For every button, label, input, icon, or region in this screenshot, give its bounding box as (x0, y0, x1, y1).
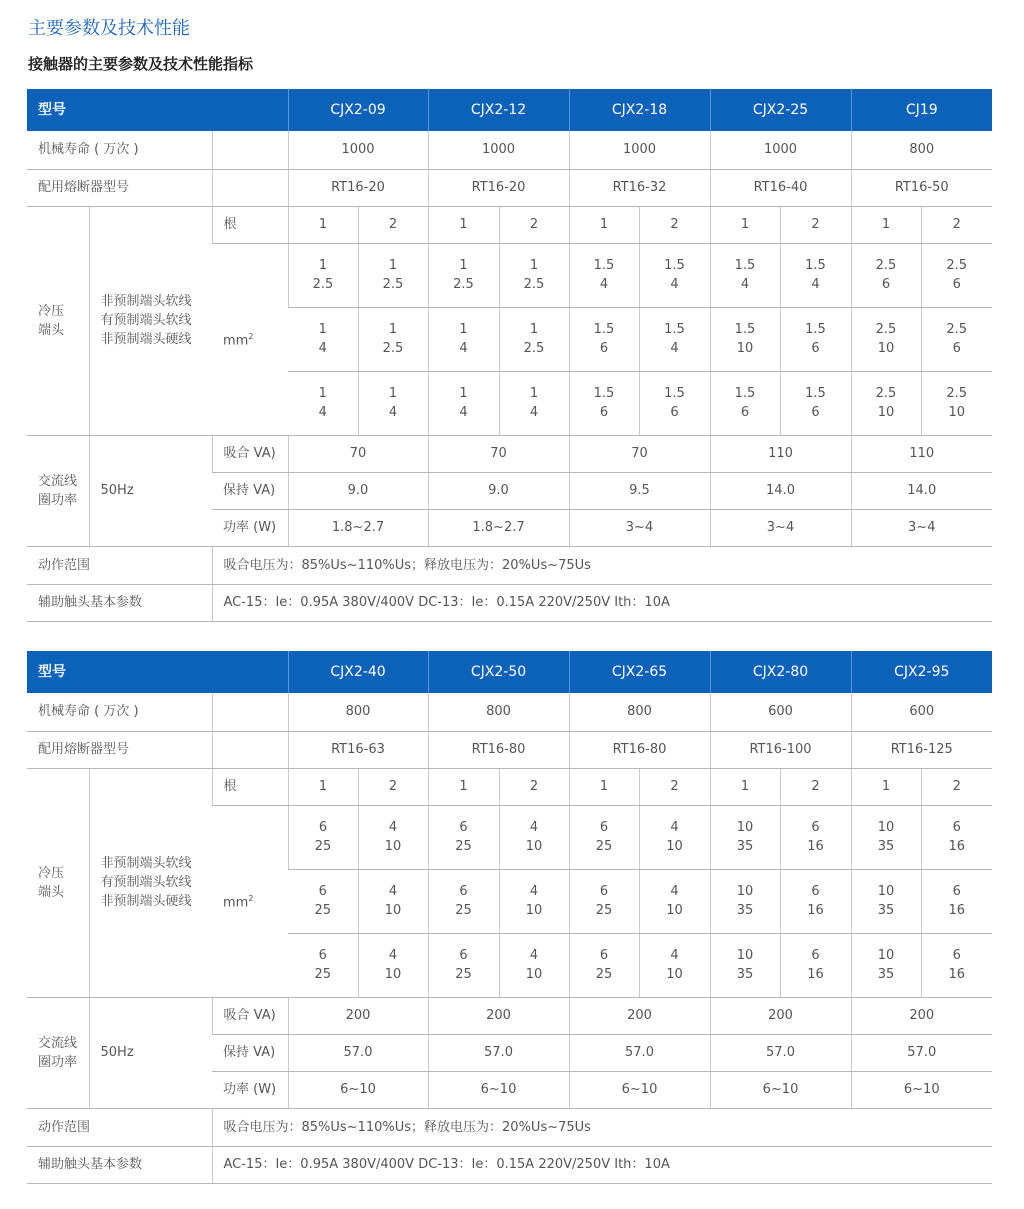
wire-size-value: 1 2.5 (499, 243, 569, 307)
gen-value: 1 (710, 768, 780, 805)
model-name: CJX2-65 (569, 651, 710, 693)
life-value: 800 (288, 693, 428, 731)
wire-size-value: 2.5 10 (851, 307, 921, 371)
power-value: 6~10 (569, 1071, 710, 1108)
hold-value: 57.0 (569, 1034, 710, 1071)
power-value: 6~10 (428, 1071, 569, 1108)
wire-size-value: 1.5 6 (639, 371, 710, 435)
pull-label: 吸合 VA) (212, 997, 288, 1034)
fuse-value: RT16-20 (428, 169, 569, 206)
wire-size-value: 6 25 (288, 933, 358, 997)
pull-value: 200 (710, 997, 851, 1034)
mm2-label (212, 243, 288, 435)
gen-value: 2 (780, 206, 851, 243)
freq-label: 50Hz (89, 997, 212, 1108)
power-value: 6~10 (288, 1071, 428, 1108)
mm2-label (212, 805, 288, 997)
wire-size-value: 1 2.5 (358, 243, 428, 307)
gen-value: 1 (428, 768, 499, 805)
hold-label: 保持 VA) (212, 1034, 288, 1071)
wire-size-value: 1.5 6 (780, 307, 851, 371)
wire-size-value: 1 2.5 (288, 243, 358, 307)
gen-value: 1 (851, 206, 921, 243)
gen-value: 1 (288, 768, 358, 805)
model-header-label: 型号 (27, 651, 288, 693)
subtitle: 接触器的主要参数及技术性能指标 (28, 55, 254, 73)
life-value: 800 (428, 693, 569, 731)
table-row (27, 169, 992, 206)
table-row (27, 693, 992, 731)
fuse-value: RT16-80 (569, 731, 710, 768)
wire-size-value: 6 16 (780, 805, 851, 869)
power-value: 3~4 (569, 509, 710, 546)
power-value: 3~4 (851, 509, 992, 546)
table-row (27, 206, 992, 243)
aux-label: 辅助触头基本参数 (27, 1146, 212, 1183)
gen-value: 2 (358, 768, 428, 805)
wire-size-value: 6 16 (780, 933, 851, 997)
life-label: 机械寿命 ( 万次 ) (27, 131, 212, 169)
wire-size-value: 1 4 (428, 307, 499, 371)
table-row (27, 435, 992, 472)
mm-unit: mm (223, 333, 249, 349)
wire-size-value: 2.5 6 (921, 243, 992, 307)
wire-size-value: 10 35 (851, 869, 921, 933)
pull-value: 110 (851, 435, 992, 472)
aux-text: AC-15：Ie：0.95A 380V/400V DC-13：Ie：0.15A 220V/250V Ith：10A (212, 1146, 992, 1183)
power-label: 功率 (W) (212, 1071, 288, 1108)
table-row (27, 1108, 992, 1146)
wire-size-value: 4 10 (358, 869, 428, 933)
gen-value: 1 (569, 206, 639, 243)
life-value: 1000 (428, 131, 569, 169)
wire-size-value: 4 10 (499, 933, 569, 997)
freq-label: 50Hz (89, 435, 212, 546)
wire-size-value: 4 10 (358, 933, 428, 997)
hold-value: 9.0 (428, 472, 569, 509)
wire-size-value: 1.5 4 (639, 243, 710, 307)
wire-size-value: 1.5 4 (710, 243, 780, 307)
gen-value: 2 (639, 206, 710, 243)
hold-value: 57.0 (428, 1034, 569, 1071)
fuse-value: RT16-40 (710, 169, 851, 206)
life-value: 1000 (288, 131, 428, 169)
model-header-label: 型号 (27, 89, 288, 131)
wire-size-value: 6 25 (428, 933, 499, 997)
fuse-value: RT16-100 (710, 731, 851, 768)
wire-size-value: 6 25 (569, 805, 639, 869)
wire-size-value: 4 10 (639, 805, 710, 869)
pull-value: 200 (428, 997, 569, 1034)
gen-value: 2 (358, 206, 428, 243)
table-row (27, 997, 992, 1034)
wire-size-value: 1 4 (499, 371, 569, 435)
pull-value: 200 (288, 997, 428, 1034)
wire-size-value: 1 4 (288, 371, 358, 435)
aux-text: AC-15：Ie：0.95A 380V/400V DC-13：Ie：0.15A 220V/250V Ith：10A (212, 584, 992, 621)
wire-size-value: 4 10 (639, 933, 710, 997)
power-value: 6~10 (851, 1071, 992, 1108)
table-row (27, 731, 992, 768)
table-row (27, 768, 992, 805)
spec-table-1 (27, 89, 992, 622)
mm-unit: mm (223, 895, 249, 911)
fuse-value: RT16-50 (851, 169, 992, 206)
terminal-types: 非预制端头软线 有预制端头软线 非预制端头硬线 (89, 768, 212, 997)
fuse-value: RT16-125 (851, 731, 992, 768)
table-row (27, 546, 992, 584)
terminal-types: 非预制端头软线 有预制端头软线 非预制端头硬线 (89, 206, 212, 435)
table-row (27, 584, 992, 621)
action-label: 动作范围 (27, 1108, 212, 1146)
wire-size-value: 2.5 10 (921, 371, 992, 435)
table-row (27, 131, 992, 169)
wire-size-value: 1.5 6 (780, 371, 851, 435)
model-name: CJX2-95 (851, 651, 992, 693)
gen-value: 1 (710, 206, 780, 243)
power-value: 3~4 (710, 509, 851, 546)
wire-size-value: 6 25 (569, 869, 639, 933)
pull-value: 70 (569, 435, 710, 472)
pull-value: 110 (710, 435, 851, 472)
wire-size-value: 4 10 (499, 805, 569, 869)
wire-size-value: 10 35 (710, 805, 780, 869)
gen-value: 1 (288, 206, 358, 243)
model-name: CJX2-12 (428, 89, 569, 131)
wire-size-value: 4 10 (499, 869, 569, 933)
pull-value: 200 (851, 997, 992, 1034)
wire-size-value: 2.5 10 (851, 371, 921, 435)
wire-size-value: 1.5 6 (569, 371, 639, 435)
action-text: 吸合电压为：85%Us~110%Us；释放电压为：20%Us~75Us (212, 1108, 992, 1146)
wire-size-value: 1.5 10 (710, 307, 780, 371)
hold-value: 14.0 (851, 472, 992, 509)
gen-value: 2 (921, 768, 992, 805)
fuse-label: 配用熔断器型号 (27, 169, 212, 206)
hold-value: 14.0 (710, 472, 851, 509)
fuse-value: RT16-32 (569, 169, 710, 206)
gen-value: 2 (780, 768, 851, 805)
gen-value: 1 (851, 768, 921, 805)
hold-value: 9.0 (288, 472, 428, 509)
power-value: 1.8~2.7 (428, 509, 569, 546)
wire-size-value: 6 25 (428, 805, 499, 869)
wire-size-value: 1 2.5 (428, 243, 499, 307)
power-label: 功率 (W) (212, 509, 288, 546)
wire-size-value: 1 2.5 (499, 307, 569, 371)
gen-value: 2 (499, 768, 569, 805)
action-label: 动作范围 (27, 546, 212, 584)
wire-size-value: 10 35 (710, 869, 780, 933)
life-value: 1000 (710, 131, 851, 169)
action-text: 吸合电压为：85%Us~110%Us；释放电压为：20%Us~75Us (212, 546, 992, 584)
hold-value: 57.0 (851, 1034, 992, 1071)
wire-size-value: 1.5 6 (710, 371, 780, 435)
gen-value: 1 (428, 206, 499, 243)
table-row (27, 89, 992, 131)
wire-size-value: 1.5 4 (780, 243, 851, 307)
wire-size-value: 1 4 (288, 307, 358, 371)
hold-value: 57.0 (710, 1034, 851, 1071)
wire-size-value: 1.5 4 (569, 243, 639, 307)
model-name: CJX2-25 (710, 89, 851, 131)
empty-cell (212, 693, 288, 731)
table-row (27, 651, 992, 693)
aux-label: 辅助触头基本参数 (27, 584, 212, 621)
gen-value: 2 (639, 768, 710, 805)
gen-value: 2 (499, 206, 569, 243)
section-title: 主要参数及技术性能 (28, 18, 190, 39)
model-name: CJX2-09 (288, 89, 428, 131)
power-value: 6~10 (710, 1071, 851, 1108)
model-name: CJX2-18 (569, 89, 710, 131)
hold-value: 57.0 (288, 1034, 428, 1071)
life-value: 600 (710, 693, 851, 731)
mm-unit-superscript: 2 (248, 332, 254, 342)
empty-cell (212, 169, 288, 206)
fuse-value: RT16-63 (288, 731, 428, 768)
gen-label: 根 (212, 768, 288, 805)
power-value: 1.8~2.7 (288, 509, 428, 546)
life-value: 800 (569, 693, 710, 731)
gen-label: 根 (212, 206, 288, 243)
wire-size-value: 1.5 4 (639, 307, 710, 371)
wire-size-value: 2.5 6 (921, 307, 992, 371)
terminal-label: 冷压 端头 (27, 206, 89, 435)
wire-size-value: 1 2.5 (358, 307, 428, 371)
fuse-label: 配用熔断器型号 (27, 731, 212, 768)
wire-size-value: 1 4 (358, 371, 428, 435)
hold-label: 保持 VA) (212, 472, 288, 509)
pull-value: 70 (288, 435, 428, 472)
terminal-label: 冷压 端头 (27, 768, 89, 997)
wire-size-value: 6 25 (288, 805, 358, 869)
table-row (27, 1146, 992, 1183)
hold-value: 9.5 (569, 472, 710, 509)
pull-label: 吸合 VA) (212, 435, 288, 472)
wire-size-value: 6 16 (780, 869, 851, 933)
spec-table-2 (27, 651, 992, 1184)
gen-value: 1 (569, 768, 639, 805)
coil-label: 交流线 圈功率 (27, 997, 89, 1108)
model-name: CJ19 (851, 89, 992, 131)
wire-size-value: 6 25 (428, 869, 499, 933)
wire-size-value: 10 35 (851, 805, 921, 869)
wire-size-value: 4 10 (639, 869, 710, 933)
wire-size-value: 1.5 6 (569, 307, 639, 371)
wire-size-value: 6 16 (921, 933, 992, 997)
life-value: 1000 (569, 131, 710, 169)
model-name: CJX2-50 (428, 651, 569, 693)
pull-value: 70 (428, 435, 569, 472)
wire-size-value: 2.5 6 (851, 243, 921, 307)
wire-size-value: 4 10 (358, 805, 428, 869)
life-value: 600 (851, 693, 992, 731)
empty-cell (212, 731, 288, 768)
coil-label: 交流线 圈功率 (27, 435, 89, 546)
wire-size-value: 6 16 (921, 869, 992, 933)
model-name: CJX2-40 (288, 651, 428, 693)
model-name: CJX2-80 (710, 651, 851, 693)
fuse-value: RT16-20 (288, 169, 428, 206)
mm-unit-superscript: 2 (248, 894, 254, 904)
wire-size-value: 6 25 (288, 869, 358, 933)
gen-value: 2 (921, 206, 992, 243)
wire-size-value: 1 4 (428, 371, 499, 435)
wire-size-value: 6 25 (569, 933, 639, 997)
fuse-value: RT16-80 (428, 731, 569, 768)
pull-value: 200 (569, 997, 710, 1034)
wire-size-value: 6 16 (921, 805, 992, 869)
life-value: 800 (851, 131, 992, 169)
empty-cell (212, 131, 288, 169)
wire-size-value: 10 35 (851, 933, 921, 997)
life-label: 机械寿命 ( 万次 ) (27, 693, 212, 731)
wire-size-value: 10 35 (710, 933, 780, 997)
